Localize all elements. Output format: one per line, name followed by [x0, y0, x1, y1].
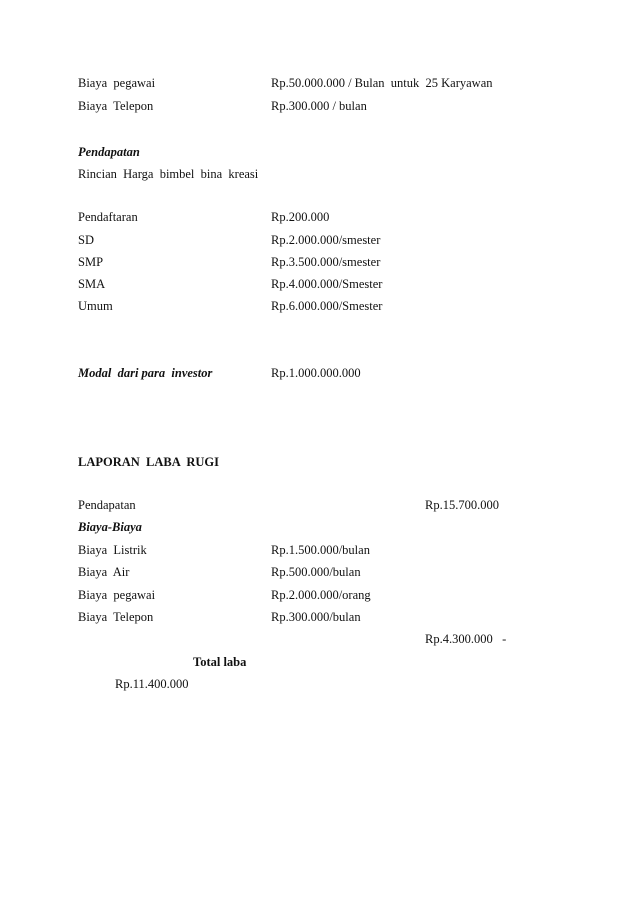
report-cost-label-listrik: Biaya Listrik — [78, 543, 147, 557]
report-cost-value-pegawai: Rp.2.000.000/orang — [271, 588, 371, 602]
income-label-sma: SMA — [78, 277, 106, 291]
cost-value-pegawai: Rp.50.000.000 / Bulan untuk 25 Karyawan — [271, 76, 493, 90]
report-income-value: Rp.15.700.000 — [425, 498, 499, 512]
income-value-umum: Rp.6.000.000/Smester — [271, 299, 383, 313]
income-label-umum: Umum — [78, 299, 113, 313]
capital-label: Modal dari para investor — [78, 366, 213, 380]
income-value-sma: Rp.4.000.000/Smester — [271, 277, 383, 291]
income-heading: Pendapatan — [78, 145, 140, 159]
report-income-label: Pendapatan — [78, 498, 136, 512]
report-cost-value-air: Rp.500.000/bulan — [271, 565, 361, 579]
income-subheading: Rincian Harga bimbel bina kreasi — [78, 167, 259, 181]
capital-value: Rp.1.000.000.000 — [271, 366, 361, 380]
cost-label-pegawai: Biaya pegawai — [78, 76, 156, 90]
report-cost-value-telepon: Rp.300.000/bulan — [271, 610, 361, 624]
income-label-pendaftaran: Pendaftaran — [78, 210, 138, 224]
income-value-pendaftaran: Rp.200.000 — [271, 210, 330, 224]
report-costs-heading: Biaya-Biaya — [78, 520, 142, 534]
income-label-sd: SD — [78, 233, 94, 247]
report-profit-value: Rp.11.400.000 — [115, 677, 189, 691]
income-value-sd: Rp.2.000.000/smester — [271, 233, 381, 247]
report-cost-label-pegawai: Biaya pegawai — [78, 588, 156, 602]
report-cost-label-telepon: Biaya Telepon — [78, 610, 154, 624]
report-title: LAPORAN LABA RUGI — [78, 455, 219, 469]
cost-label-telepon: Biaya Telepon — [78, 99, 154, 113]
report-cost-label-air: Biaya Air — [78, 565, 130, 579]
income-label-smp: SMP — [78, 255, 104, 269]
report-profit-label: Total laba — [193, 655, 247, 669]
report-costs-total: Rp.4.300.000 - — [425, 632, 507, 646]
report-cost-value-listrik: Rp.1.500.000/bulan — [271, 543, 370, 557]
income-value-smp: Rp.3.500.000/smester — [271, 255, 381, 269]
cost-value-telepon: Rp.300.000 / bulan — [271, 99, 367, 113]
